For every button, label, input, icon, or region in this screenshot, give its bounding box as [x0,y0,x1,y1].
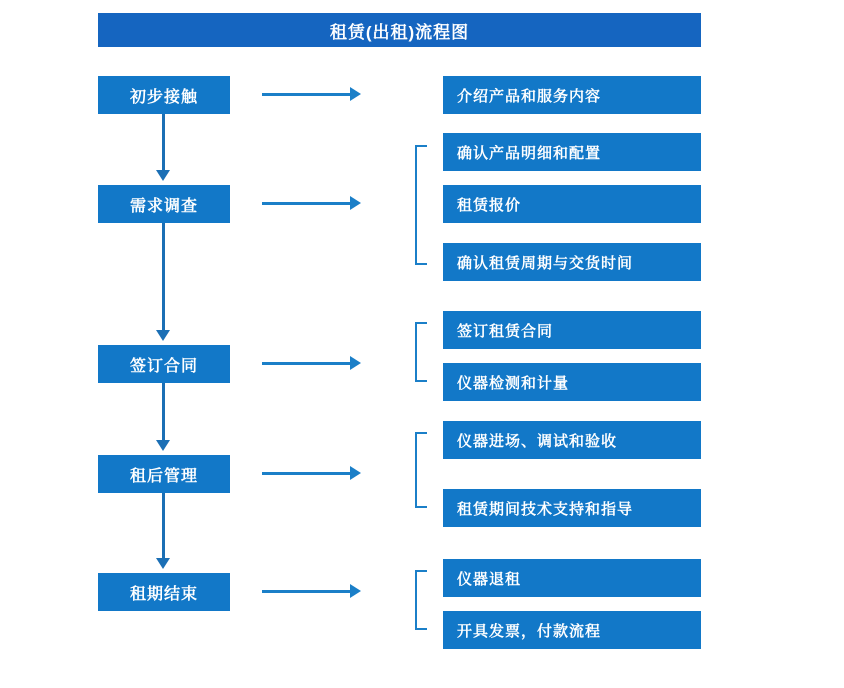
stage-box-1[interactable]: 初步接触 [98,76,230,114]
horizontal-arrow-3-line [262,362,350,365]
detail-box-1[interactable]: 介绍产品和服务内容 [443,76,701,114]
stage-box-4[interactable]: 租后管理 [98,455,230,493]
flowchart-title: 租赁(出租)流程图 [98,13,701,47]
vertical-connector-1-arrowhead [156,170,170,181]
detail-box-4[interactable]: 确认租赁周期与交货时间 [443,243,701,281]
group-bracket-3 [415,432,427,508]
group-bracket-2 [415,322,427,382]
detail-box-5[interactable]: 签订租赁合同 [443,311,701,349]
horizontal-arrow-2-arrowhead [350,196,361,210]
vertical-connector-1-line [162,114,165,170]
vertical-connector-2-line [162,223,165,330]
detail-box-6[interactable]: 仪器检测和计量 [443,363,701,401]
detail-box-3[interactable]: 租赁报价 [443,185,701,223]
horizontal-arrow-1-line [262,93,350,96]
horizontal-arrow-3-arrowhead [350,356,361,370]
horizontal-arrow-1-arrowhead [350,87,361,101]
detail-box-9[interactable]: 仪器退租 [443,559,701,597]
horizontal-arrow-2-line [262,202,350,205]
group-bracket-1 [415,145,427,265]
stage-box-2[interactable]: 需求调查 [98,185,230,223]
detail-box-2[interactable]: 确认产品明细和配置 [443,133,701,171]
detail-box-7[interactable]: 仪器进场、调试和验收 [443,421,701,459]
horizontal-arrow-5-arrowhead [350,584,361,598]
vertical-connector-2-arrowhead [156,330,170,341]
horizontal-arrow-5-line [262,590,350,593]
vertical-connector-4-arrowhead [156,558,170,569]
stage-box-3[interactable]: 签订合同 [98,345,230,383]
detail-box-8[interactable]: 租赁期间技术支持和指导 [443,489,701,527]
vertical-connector-4-line [162,493,165,558]
horizontal-arrow-4-line [262,472,350,475]
detail-box-10[interactable]: 开具发票，付款流程 [443,611,701,649]
vertical-connector-3-arrowhead [156,440,170,451]
group-bracket-4 [415,570,427,630]
stage-box-5[interactable]: 租期结束 [98,573,230,611]
horizontal-arrow-4-arrowhead [350,466,361,480]
vertical-connector-3-line [162,383,165,440]
